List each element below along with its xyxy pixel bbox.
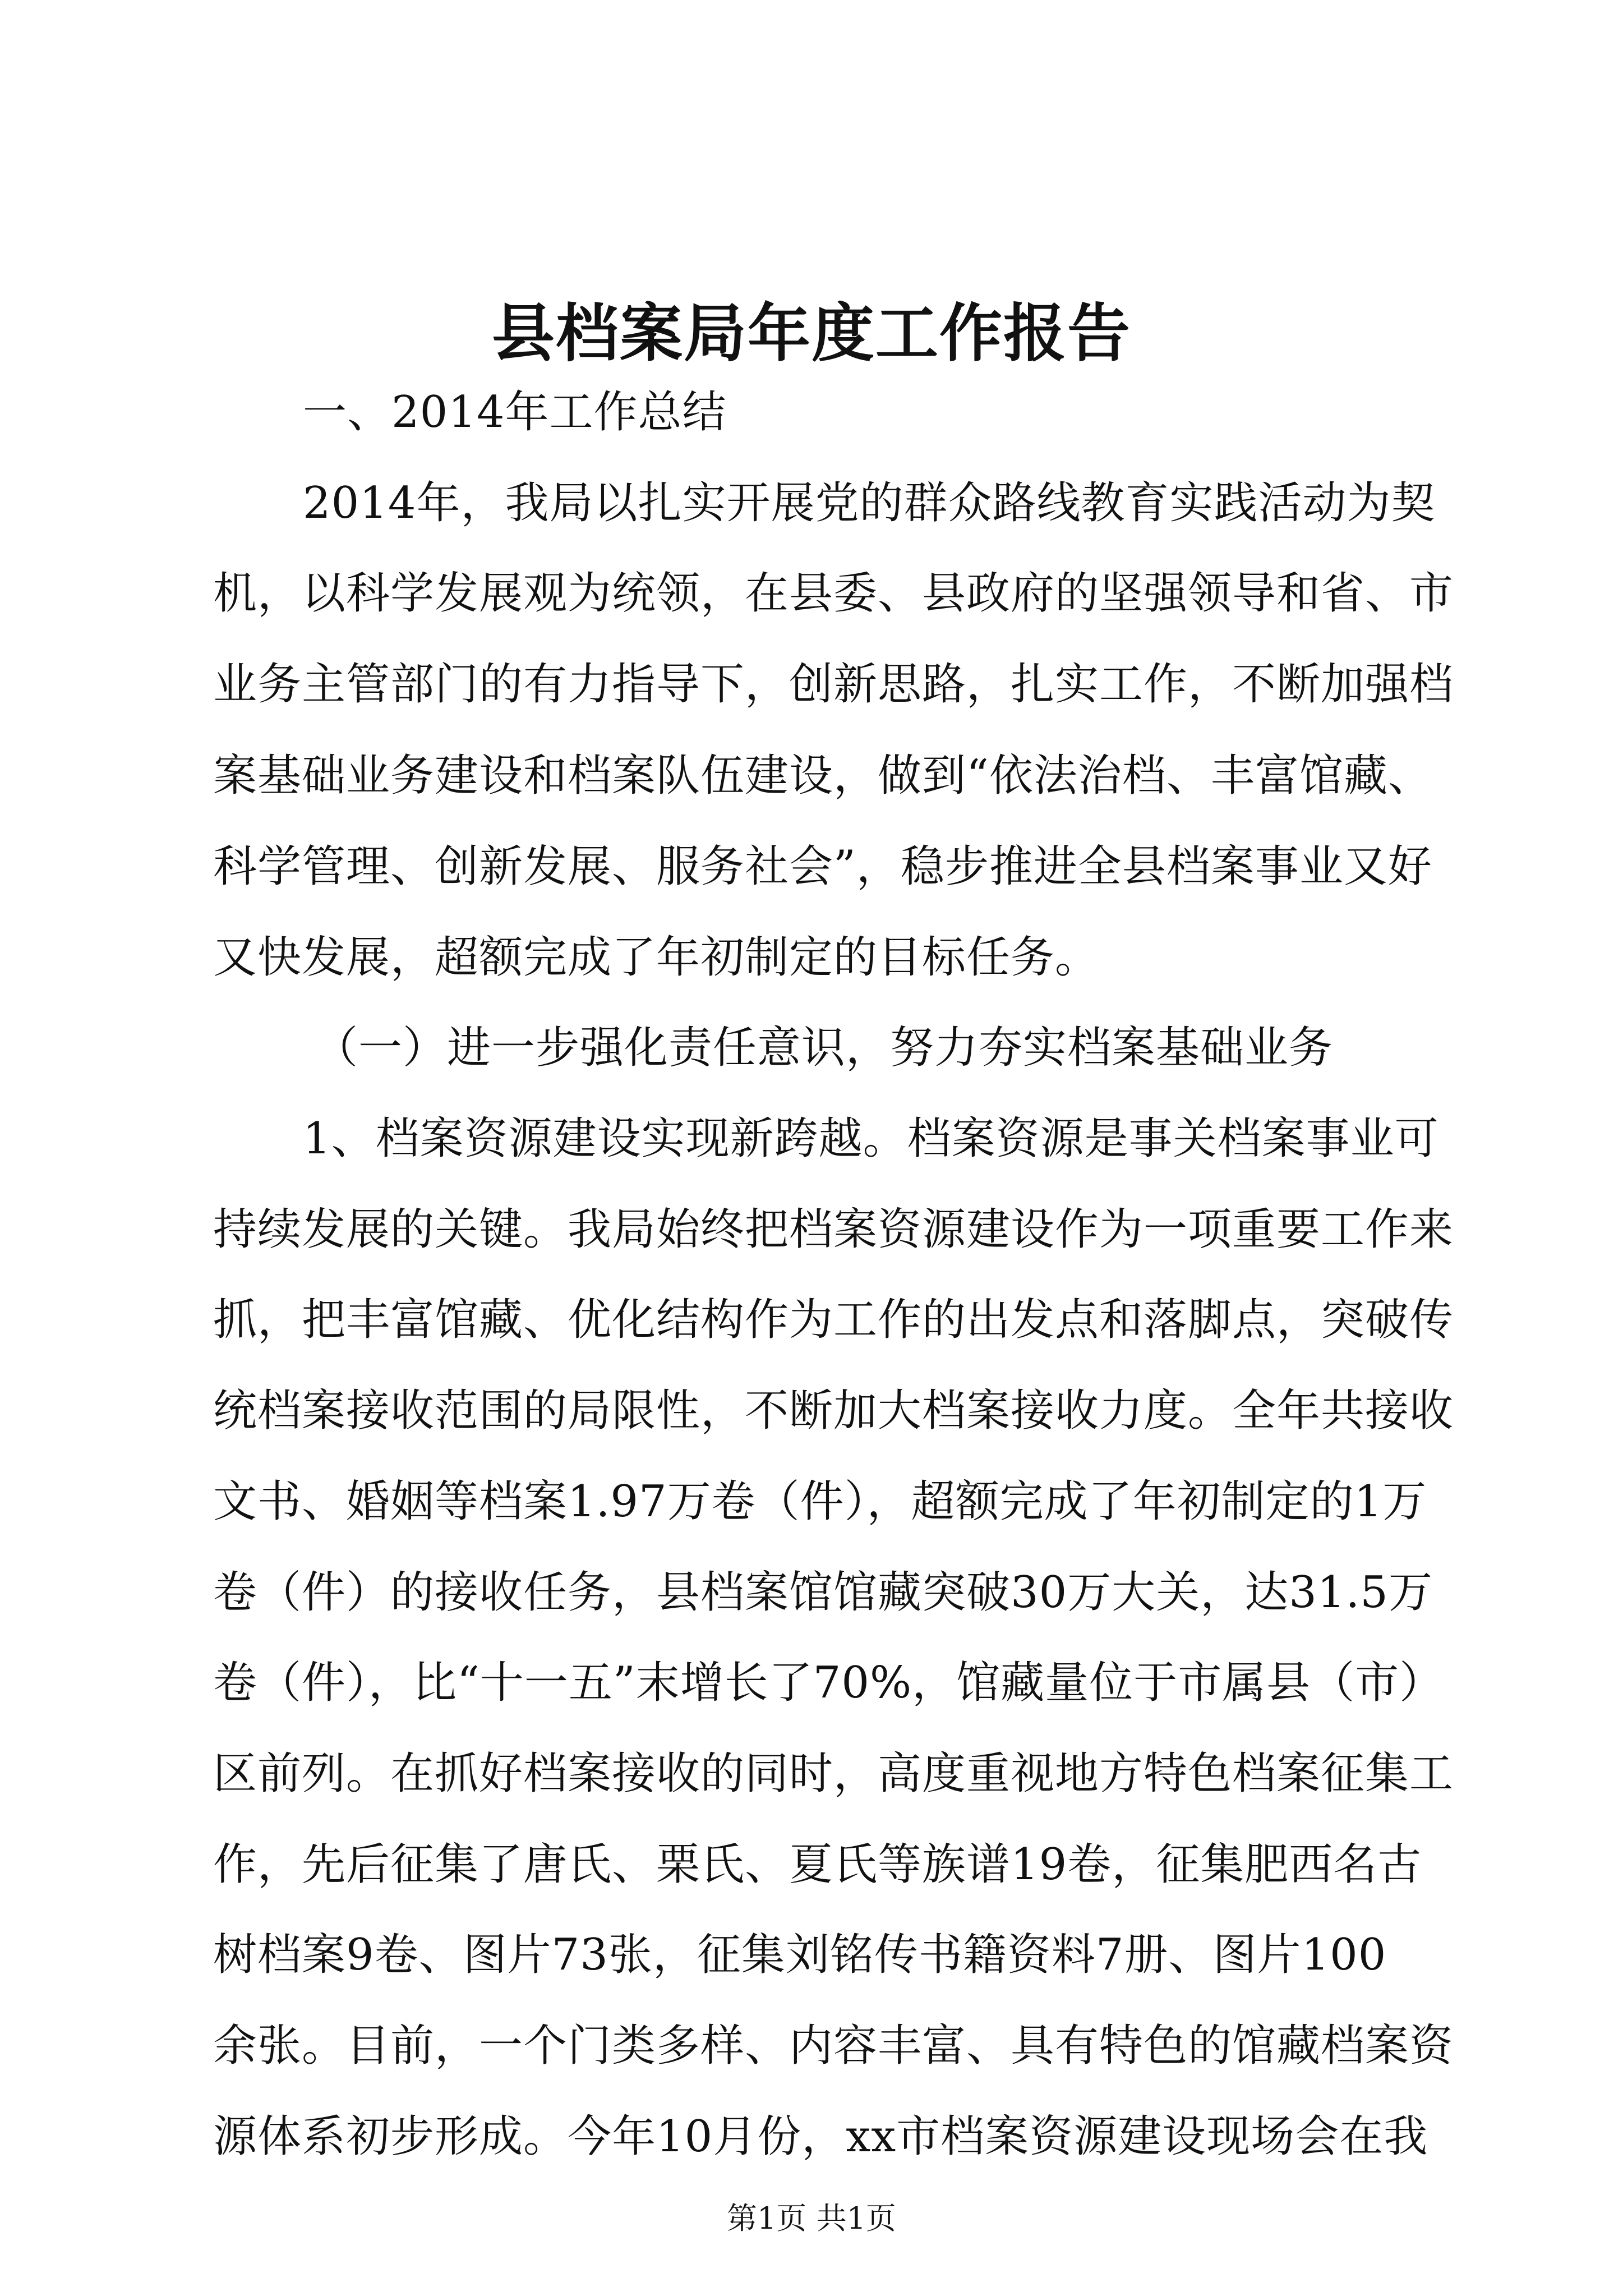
paragraph-line: 作，先后征集了唐氏、栗氏、夏氏等族谱19卷，征集肥西名古: [213, 1839, 1422, 1890]
paragraph-line: 卷（件）的接收任务，县档案馆馆藏突破30万大关，达31.5万: [213, 1567, 1433, 1618]
paragraph-line: 2014年，我局以扎实开展党的群众路线教育实践活动为契: [303, 478, 1436, 528]
paragraph-line: 抓，把丰富馆藏、优化结构作为工作的出发点和落脚点，突破传: [213, 1295, 1454, 1345]
paragraph-line: 树档案9卷、图片73张，征集刘铭传书籍资料7册、图片100: [213, 1930, 1387, 1980]
paragraph-line: 持续发展的关键。我局始终把档案资源建设作为一项重要工作来: [213, 1204, 1454, 1255]
paragraph-line: 余张。目前，一个门类多样、内容丰富、具有特色的馆藏档案资: [213, 2021, 1454, 2071]
document-title: 县档案局年度工作报告: [492, 297, 1131, 370]
paragraph-line: 1、档案资源建设实现新跨越。档案资源是事关档案事业可: [303, 1114, 1439, 1164]
paragraph-line: 区前列。在抓好档案接收的同时，高度重视地方特色档案征集工: [213, 1749, 1454, 1799]
paragraph-line: 机，以科学发展观为统领，在县委、县政府的坚强领导和省、市: [213, 568, 1454, 619]
paragraph-line: 源体系初步形成。今年10月份，xx市档案资源建设现场会在我: [213, 2111, 1428, 2162]
paragraph-line: 又快发展，超额完成了年初制定的目标任务。: [213, 932, 1100, 983]
paragraph-line: 业务主管部门的有力指导下，创新思路，扎实工作，不断加强档: [213, 659, 1454, 710]
subsection-heading: （一）进一步强化责任意识，努力夯实档案基础业务: [314, 1023, 1334, 1073]
page-footer: 第1页 共1页: [727, 2201, 896, 2236]
paragraph-line: 卷（件），比“十一五”末增长了70%，馆藏量位于市属县（市）: [213, 1658, 1444, 1708]
paragraph-line: 科学管理、创新发展、服务社会”，稳步推进全县档案事业又好: [213, 841, 1432, 892]
paragraph-line: 文书、婚姻等档案1.97万卷（件），超额完成了年初制定的1万: [213, 1476, 1427, 1527]
paragraph-line: 统档案接收范围的局限性，不断加大档案接收力度。全年共接收: [213, 1386, 1454, 1436]
section-heading: 一、2014年工作总结: [303, 387, 727, 438]
paragraph-line: 案基础业务建设和档案队伍建设，做到“依法治档、丰富馆藏、: [213, 751, 1432, 801]
